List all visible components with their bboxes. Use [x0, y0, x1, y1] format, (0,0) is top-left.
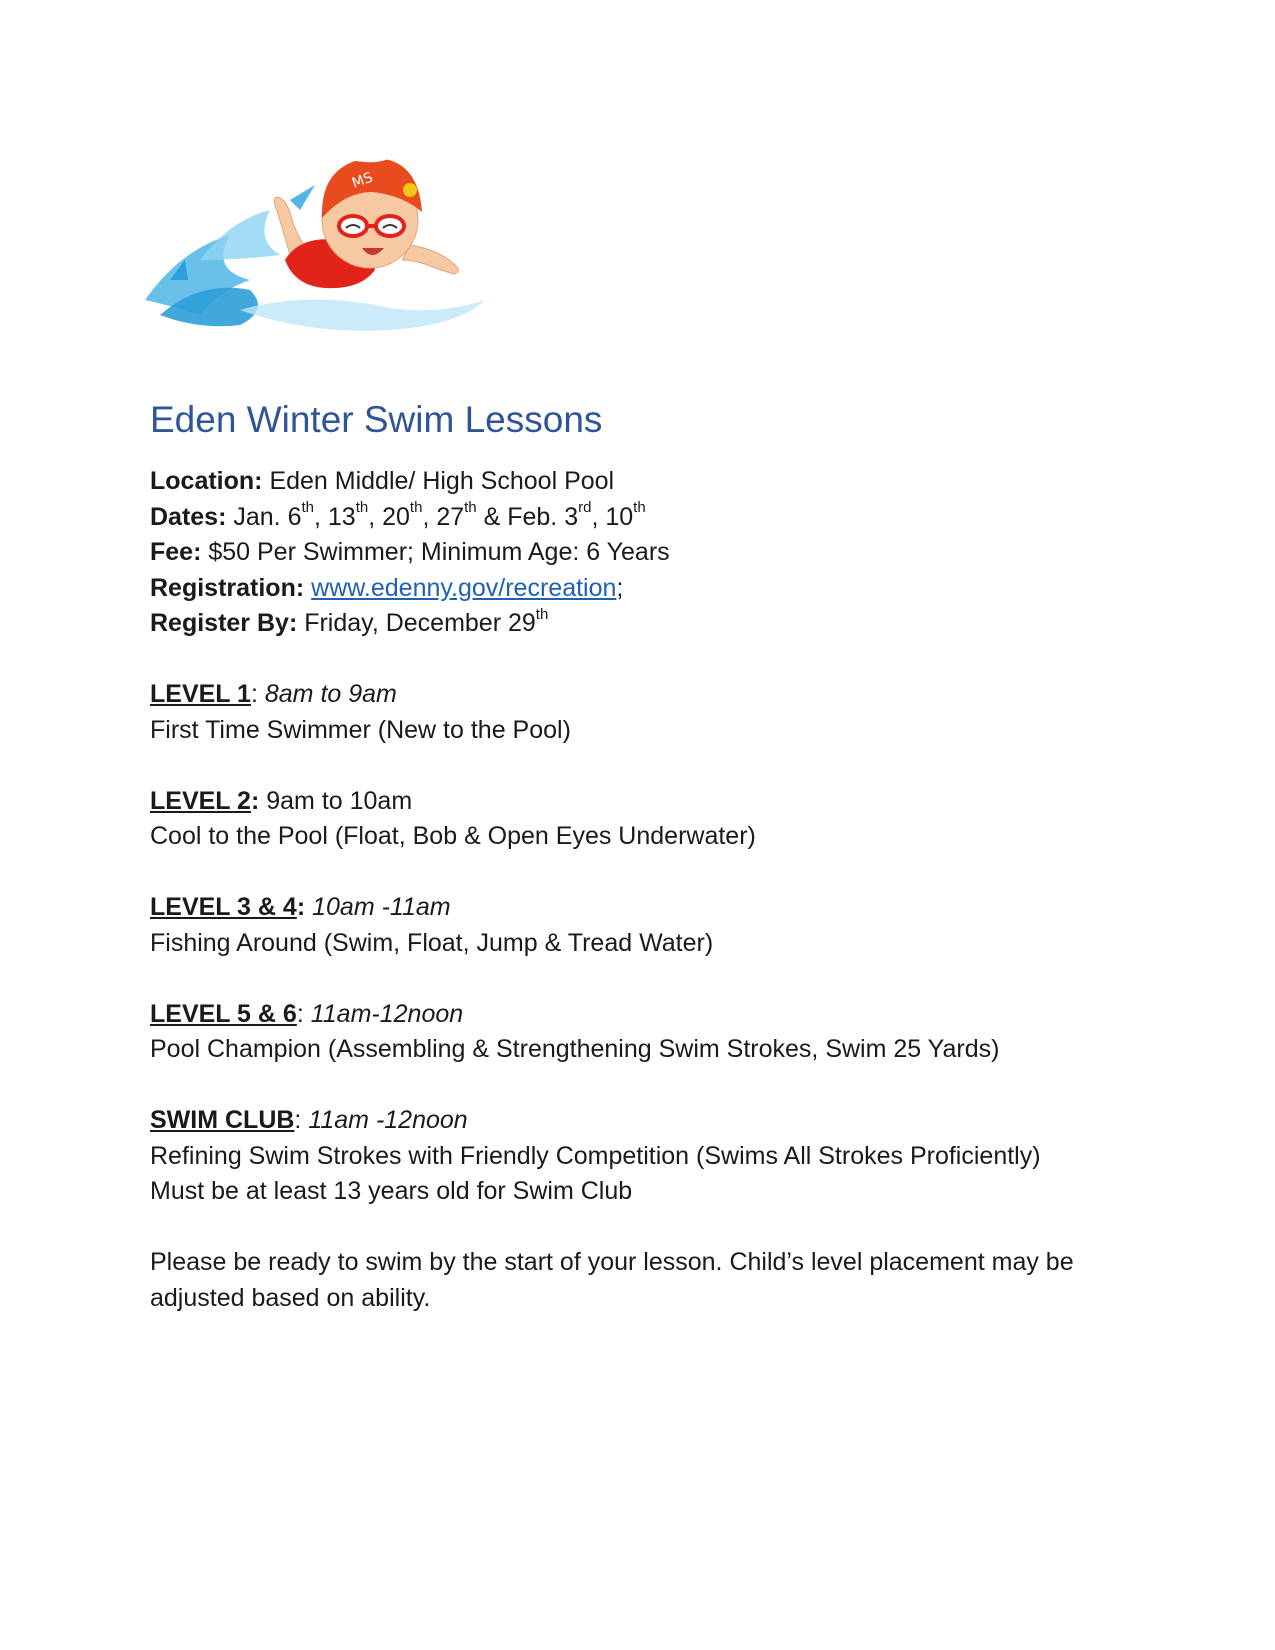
- level-name: LEVEL 3 & 4: [150, 893, 297, 921]
- flower-icon: [403, 183, 417, 197]
- level-time: 9am to 10am: [266, 786, 413, 815]
- date-suffix: th: [409, 499, 423, 517]
- date-item: , 20: [368, 502, 410, 531]
- dates-line: [150, 500, 1160, 536]
- fee-value: $50 Per Swimmer; Minimum Age: 6 Years: [201, 538, 670, 566]
- swim-club-time: 11am -12noon: [308, 1106, 468, 1134]
- level-sep: :: [250, 680, 265, 708]
- level-5-6-heading: [150, 997, 1160, 1033]
- swim-club-heading: [150, 1103, 1160, 1139]
- date-suffix: th: [355, 499, 369, 517]
- level-2-description: Cool to the Pool (Float, Bob & Open Eyes Underwater): [150, 822, 756, 850]
- date-suffix: rd: [578, 499, 592, 517]
- level-name: LEVEL 1: [150, 680, 251, 708]
- location-label: Location:: [150, 467, 263, 495]
- location-line: [150, 464, 1160, 500]
- dates-label: Dates:: [150, 502, 227, 531]
- level-time: 8am to 9am: [264, 680, 397, 708]
- date-suffix: th: [301, 499, 314, 517]
- level-sep: :: [296, 999, 311, 1028]
- registration-link[interactable]: www.edenny.gov/recreation: [311, 573, 617, 602]
- date-suffix: th: [464, 499, 477, 517]
- date-item: Jan. 6: [226, 502, 302, 531]
- level-3-4-heading: [150, 890, 1160, 926]
- level-1-description: First Time Swimmer (New to the Pool): [150, 715, 571, 744]
- level-3-4-description: Fishing Around (Swim, Float, Jump & Tread Water): [150, 928, 714, 957]
- register-by-label: Register By:: [150, 609, 298, 637]
- level-2-heading: [150, 784, 1160, 820]
- date-suffix: th: [633, 499, 646, 517]
- swim-club-name: SWIM CLUB: [150, 1106, 295, 1134]
- level-5-6-description: Pool Champion (Assembling & Strengthening Swim Strokes, Swim 25 Yards): [150, 1035, 1000, 1063]
- level-sep: :: [296, 893, 313, 921]
- register-by-line: [150, 606, 1160, 642]
- date-item: , 27: [422, 502, 465, 531]
- register-by-value: Friday, December 29: [297, 609, 536, 637]
- swim-club-description: Refining Swim Strokes with Friendly Competition (Swims All Strokes Proficiently): [150, 1141, 1041, 1170]
- registration-suffix: ;: [616, 573, 624, 602]
- footer-note: Please be ready to swim by the start of your lesson. Child’s level placement may be adjusted based on ability.: [150, 1248, 1074, 1312]
- level-name: LEVEL 5 & 6: [150, 999, 297, 1028]
- registration-label: Registration:: [150, 573, 305, 602]
- fee-line: [150, 535, 1160, 571]
- fee-label: Fee:: [150, 538, 202, 566]
- level-1-heading: [150, 677, 1160, 713]
- date-item: & Feb. 3: [476, 502, 579, 531]
- level-sep: :: [250, 786, 267, 815]
- registration-line: [150, 571, 1160, 607]
- date-item: , 13: [314, 502, 356, 531]
- location-value: Eden Middle/ High School Pool: [262, 467, 615, 495]
- swim-club-sep: :: [294, 1106, 309, 1134]
- level-time: 11am-12noon: [310, 999, 464, 1028]
- cap-text: MS: [349, 169, 376, 192]
- swimming-child-clipart: [140, 140, 500, 340]
- register-by-suffix: th: [535, 605, 549, 623]
- level-name: LEVEL 2: [150, 786, 251, 815]
- page-title: Eden Winter Swim Lessons: [150, 399, 603, 440]
- swim-club-note: Must be at least 13 years old for Swim Club: [150, 1177, 633, 1205]
- level-time: 10am -11am: [312, 893, 451, 921]
- flyer-content: [150, 396, 1160, 1316]
- date-item: , 10: [591, 502, 634, 531]
